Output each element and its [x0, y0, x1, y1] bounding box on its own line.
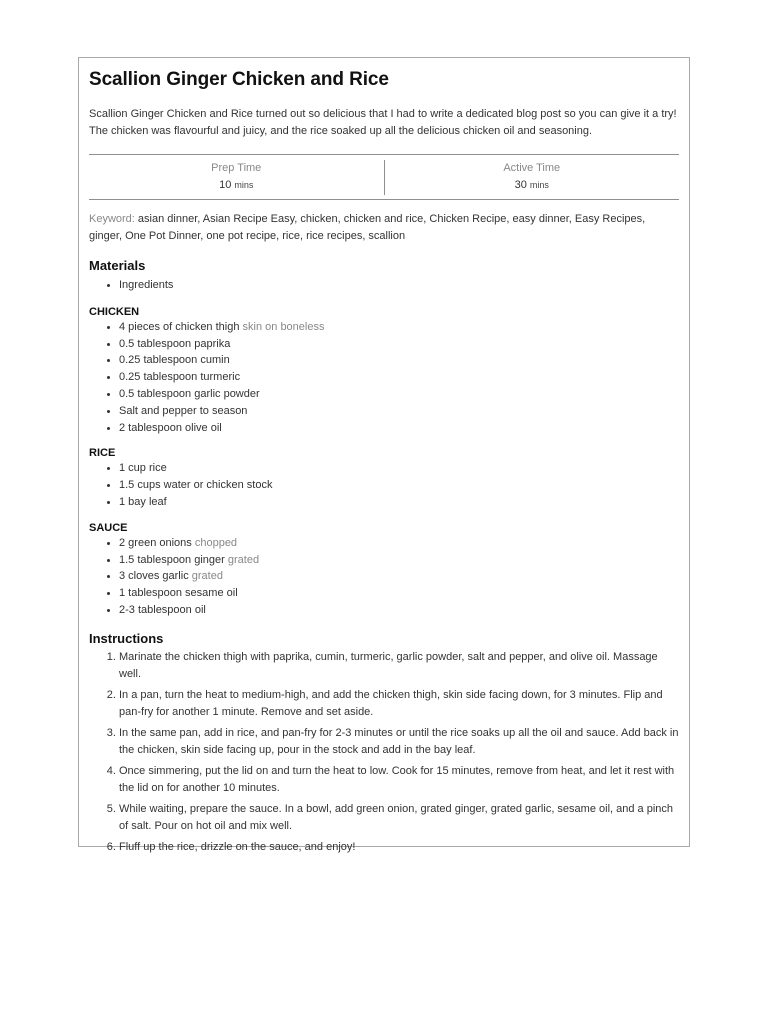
recipe-times [89, 154, 679, 200]
ingredient-item [119, 535, 679, 552]
instruction-step: 2. In a pan, turn the heat to medium-high, and add the chicken thigh, skin side facing down, for 3 minutes. Flip and pan-fry for another 1 minute. Remove and set aside. [119, 687, 679, 721]
instructions-heading: Instructions [89, 630, 164, 646]
ingredient-item [119, 602, 679, 619]
active-time-number: 30 [514, 179, 527, 191]
prep-time-value [89, 178, 384, 192]
prep-time [89, 155, 384, 199]
list-item: • Ingredients [119, 277, 679, 294]
ingredient-list [89, 460, 679, 510]
ingredient-item [119, 336, 679, 353]
ingredient-list [89, 535, 679, 619]
active-time-unit: mins [529, 180, 549, 190]
instruction-step: 1. Marinate the chicken thigh with paprika, cumin, turmeric, garlic powder, salt and pepper, and olive oil. Massage well. [119, 649, 679, 683]
recipe-summary: Scallion Ginger Chicken and Rice turned out so delicious that I had to write a dedicated blog post so you can give it a try! The chicken was flavourful and juicy, and the rice soaked up all the delicious chicken oil and seasoning. [89, 108, 677, 137]
ingredient-text: 3 cloves garlic [119, 570, 189, 583]
keywords-text: asian dinner, Asian Recipe Easy, chicken, chicken and rice, Chicken Recipe, easy dinner, Easy Recipes, ginger, One Pot Dinner, one pot recipe, rice, rice recipes, scallion [89, 213, 646, 242]
ingredient-item [119, 352, 679, 369]
materials-heading: Materials [89, 258, 146, 273]
ingredient-group-heading: RICE [89, 447, 116, 460]
ingredient-note: grated [227, 553, 260, 566]
ingredient-text: 1 cup rice [119, 462, 167, 475]
ingredient-item [119, 477, 679, 494]
ingredient-text: 0.5 tablespoon paprika [119, 337, 231, 350]
ingredient-text: 1 tablespoon sesame oil [119, 587, 238, 600]
ingredient-text: 0.25 tablespoon cumin [119, 354, 230, 367]
ingredient-text: 2-3 tablespoon oil [119, 603, 206, 616]
ingredient-text: 2 green onions [119, 536, 192, 549]
ingredient-item [119, 552, 679, 569]
active-time-value [385, 178, 680, 192]
ingredient-note: chopped [194, 536, 238, 549]
ingredient-item [119, 319, 679, 336]
ingredient-text: 4 pieces of chicken thigh [119, 320, 240, 333]
active-time-label: Active Time [503, 162, 561, 174]
instruction-step: 4. Once simmering, put the lid on and turn the heat to low. Cook for 15 minutes, remove from heat, and let it rest with the lid on for another 10 minutes. [119, 763, 679, 797]
ingredient-text: 2 tablespoon olive oil [119, 421, 222, 434]
active-time [384, 160, 680, 195]
ingredient-item [119, 460, 679, 477]
ingredient-note: skin on boneless [242, 320, 325, 333]
prep-time-unit: mins [234, 180, 254, 190]
ingredient-text: 0.25 tablespoon turmeric [119, 371, 241, 384]
ingredient-text: 0.5 tablespoon garlic powder [119, 387, 260, 400]
ingredient-item [119, 585, 679, 602]
recipe-title: Scallion Ginger Chicken and Rice [89, 69, 389, 90]
ingredient-text: 1.5 tablespoon ginger [119, 553, 225, 566]
ingredient-item [119, 403, 679, 420]
materials-top-list [89, 277, 679, 294]
ingredient-text: Salt and pepper to season [119, 404, 248, 417]
instruction-step: 5. While waiting, prepare the sauce. In a bowl, add green onion, grated ginger, grated garlic, sesame oil, and a pinch of salt. Pour on hot oil and mix well. [119, 801, 679, 835]
ingredient-item [119, 386, 679, 403]
prep-time-label: Prep Time [211, 162, 262, 174]
ingredient-list [89, 319, 679, 437]
instruction-step: 6. Fluff up the rice, drizzle on the sauce, and enjoy! [119, 839, 679, 856]
ingredient-text: 1 bay leaf [119, 495, 167, 508]
ingredient-item [119, 568, 679, 585]
recipe-keywords [89, 211, 679, 244]
ingredient-item [119, 420, 679, 437]
ingredient-text: 1.5 cups water or chicken stock [119, 479, 273, 492]
instructions-list [89, 649, 679, 856]
ingredient-item [119, 369, 679, 386]
recipe-card [78, 57, 690, 853]
keywords-label: Keyword: [89, 213, 135, 225]
prep-time-number: 10 [219, 179, 232, 191]
ingredient-group-heading: CHICKEN [89, 305, 140, 318]
ingredient-groups [89, 305, 679, 619]
ingredient-note: grated [191, 570, 223, 583]
ingredient-item [119, 494, 679, 511]
instruction-step: 3. In the same pan, add in rice, and pan-fry for 2-3 minutes or until the rice soaks up all the oil and sauce. Add back in the chicken, skin side facing up, pour in the stock and add in the bay leaf. [119, 725, 679, 759]
ingredient-group-heading: SAUCE [89, 521, 128, 534]
